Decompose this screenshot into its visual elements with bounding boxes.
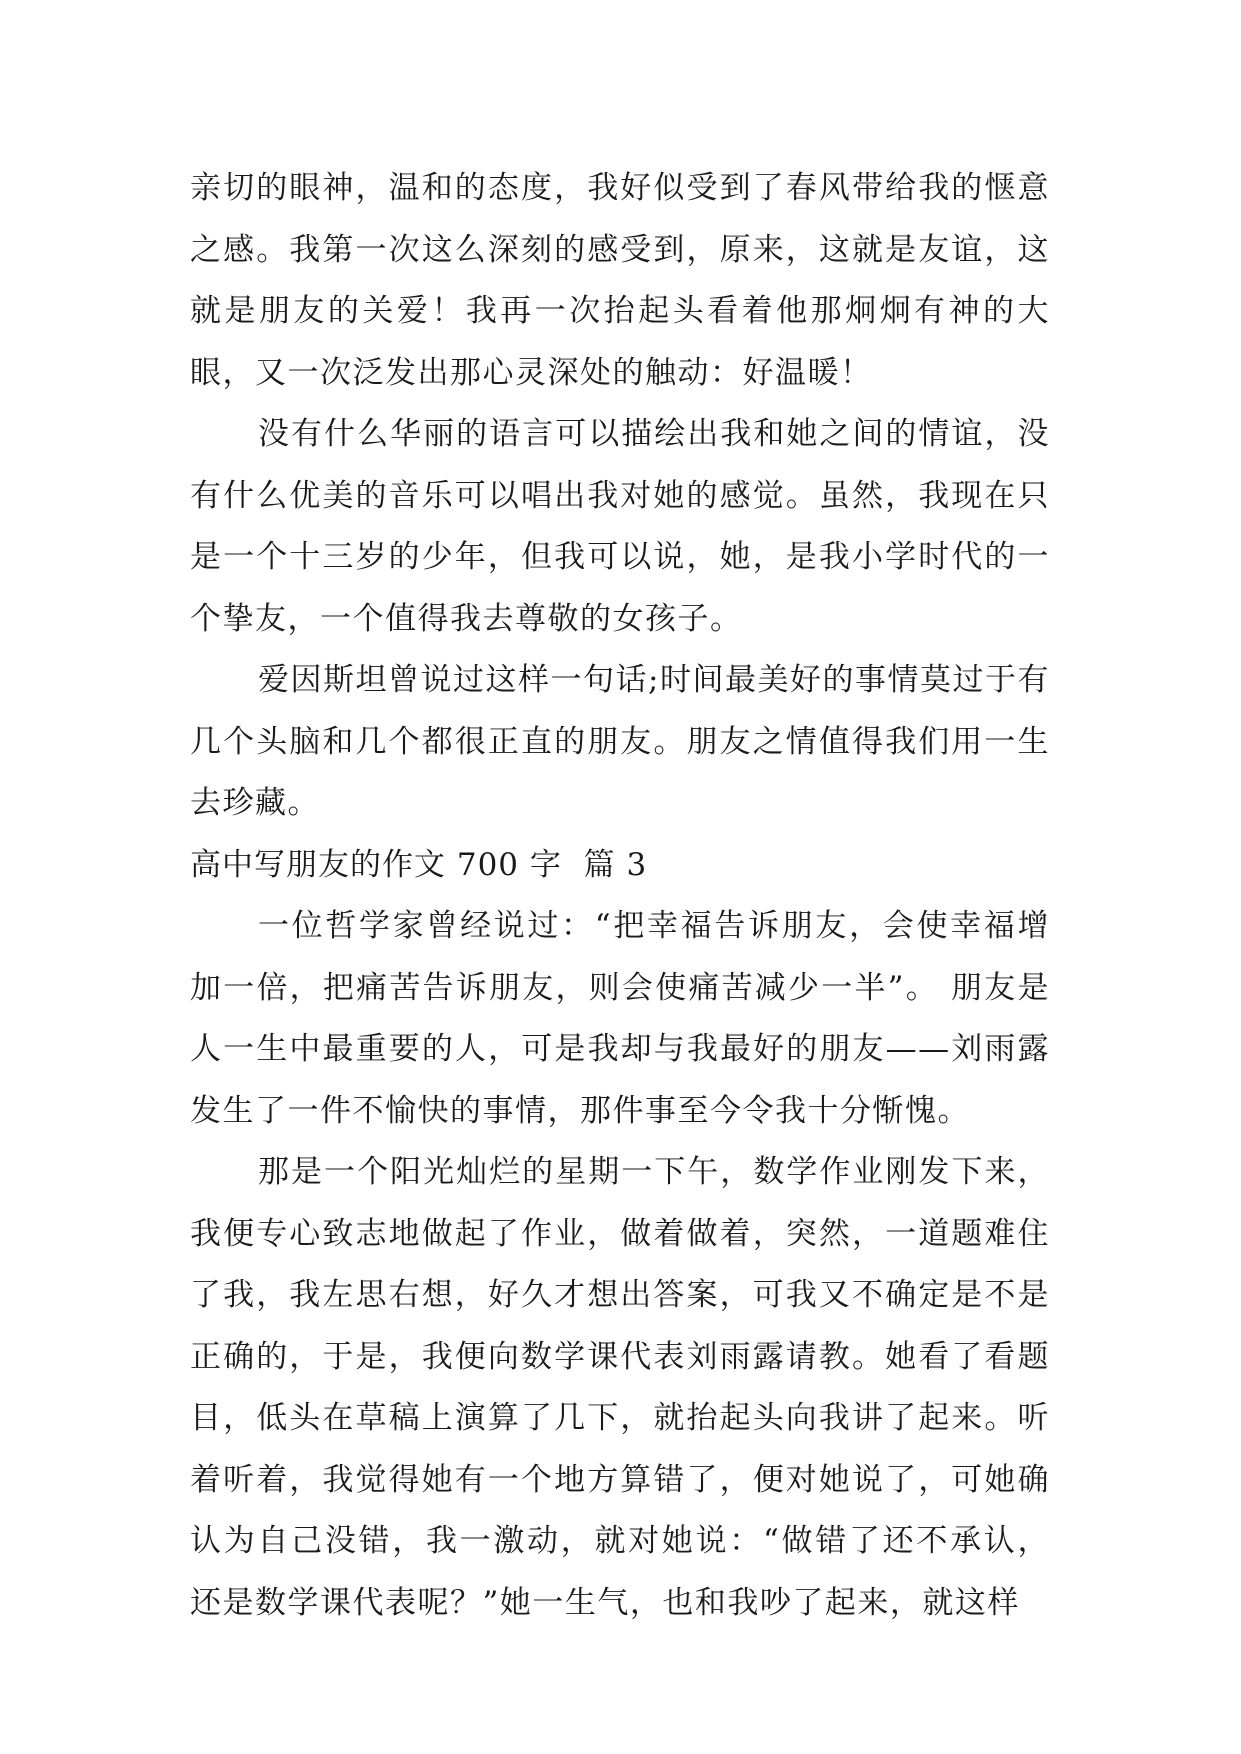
paragraph: 爱因斯坦曾说过这样一句话;时间最美好的事情莫过于有几个头脑和几个都很正直的朋友。朋友之情值得我们用一生去珍藏。 [190, 662, 1050, 821]
section-heading: 高中写朋友的作文 700 字 篇 3 [190, 846, 648, 883]
paragraph: 亲切的眼神，温和的态度，我好似受到了春风带给我的惬意之感。我第一次这么深刻的感受到，原来，这就是友谊，这就是朋友的关爱！我再一次抬起头看着他那炯炯有神的大眼，又一次泛发出那心灵深处的触动：好温暖！ [190, 170, 1050, 391]
paragraph: 一位哲学家曾经说过：“把幸福告诉朋友，会使幸福增加一倍，把痛苦告诉朋友，则会使痛苦减少一半”。 朋友是人一生中最重要的人，可是我却与我最好的朋友——刘雨露发生了一件不愉快的事情，那件事至今令我十分惭愧。 [190, 908, 1050, 1129]
document-body [190, 158, 1050, 1634]
paragraph: 那是一个阳光灿烂的星期一下午，数学作业刚发下来，我便专心致志地做起了作业，做着做着，突然，一道题难住了我，我左思右想，好久才想出答案，可我又不确定是不是正确的，于是，我便向数学课代表刘雨露请教。她看了看题目，低头在草稿上演算了几下，就抬起头向我讲了起来。听着听着，我觉得她有一个地方算错了，便对她说了，可她确认为自己没错，我一激动，就对她说：“做错了还不承认，还是数学课代表呢？”她一生气，也和我吵了起来，就这样 [190, 1154, 1050, 1621]
paragraph: 没有什么华丽的语言可以描绘出我和她之间的情谊，没有什么优美的音乐可以唱出我对她的感觉。虽然，我现在只是一个十三岁的少年，但我可以说，她，是我小学时代的一个挚友，一个值得我去尊敬的女孩子。 [190, 416, 1050, 637]
